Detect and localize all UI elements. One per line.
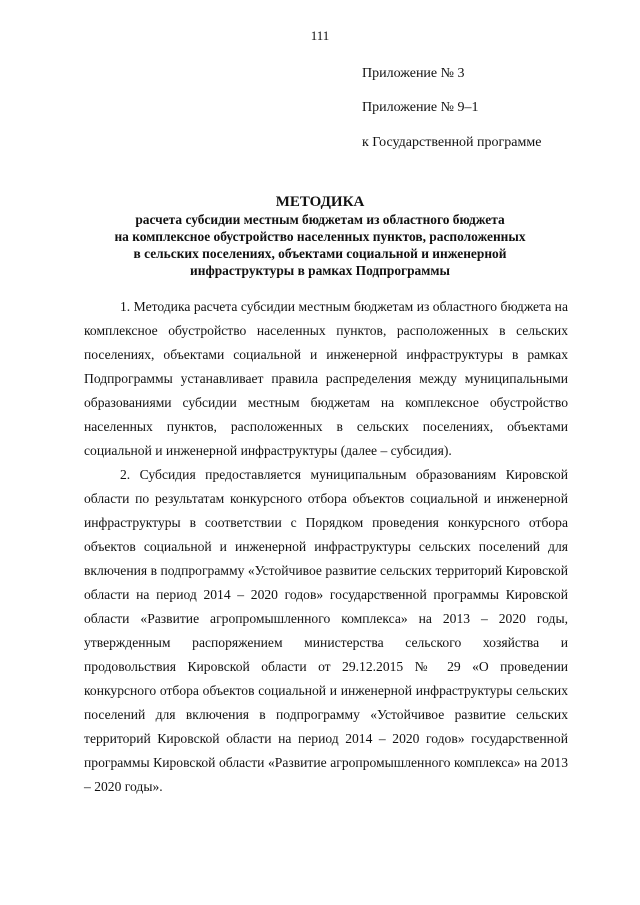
document-title <box>90 194 550 279</box>
appendix-program-reference: к Государственной программе <box>362 135 542 150</box>
paragraph-1: 1. Методика расчета субсидии местным бюджетам из областного бюджета на комплексное обустройство населенных пунктов, расположенных в сельских поселениях, объектами социальной и инженерной инфраструктуры в рамках Подпрограммы устанавливает правила распределения между муниципальными образованиями субсидии местным бюджетам на комплексное обустройство населенных пунктов, расположенных в сельских поселениях, объектами социальной и инженерной инфраструктуры (далее – субсидия). <box>84 299 568 458</box>
document-body <box>84 295 568 799</box>
page-number: 111 <box>310 28 330 43</box>
title-line-2: на комплексное обустройство населенных пунктов, расположенных <box>114 229 526 244</box>
appendix-number-9-1: Приложение № 9–1 <box>362 100 479 115</box>
paragraph-2: 2. Субсидия предоставляется муниципальным образованиям Кировской области по результатам конкурсного отбора объектов социальной и инженерной инфраструктуры в соответствии с Порядком проведения конкурсного отбора объектов социальной и инженерной инфраструктуры сельских поселений для включения в подпрограмму «Устойчивое развитие сельских территорий Кировской области на период 2014 – 2020 годов» государственной программы Кировской области «Развитие агропромышленного комплекса» на 2013 – 2020 годы, утвержденным распоряжением министерства сельского хозяйства и продовольствия Кировской области от 29.12.2015 № 29 «О проведении конкурсного отбора объектов социальной и инженерной инфраструктуры сельских поселений для включения в подпрограмму «Устойчивое развитие сельских территорий Кировской области на период 2014 – 2020 годов» государственной программы Кировской области «Развитие агропромышленного комплекса» на 2013 – 2020 годы». <box>84 467 568 794</box>
title-heading: МЕТОДИКА <box>275 194 365 210</box>
appendix-number-3: Приложение № 3 <box>362 66 465 81</box>
title-line-1: расчета субсидии местным бюджетам из областного бюджета <box>135 212 505 227</box>
title-line-4: инфраструктуры в рамках Подпрограммы <box>190 263 450 278</box>
title-line-3: в сельских поселениях, объектами социальной и инженерной <box>133 246 507 261</box>
